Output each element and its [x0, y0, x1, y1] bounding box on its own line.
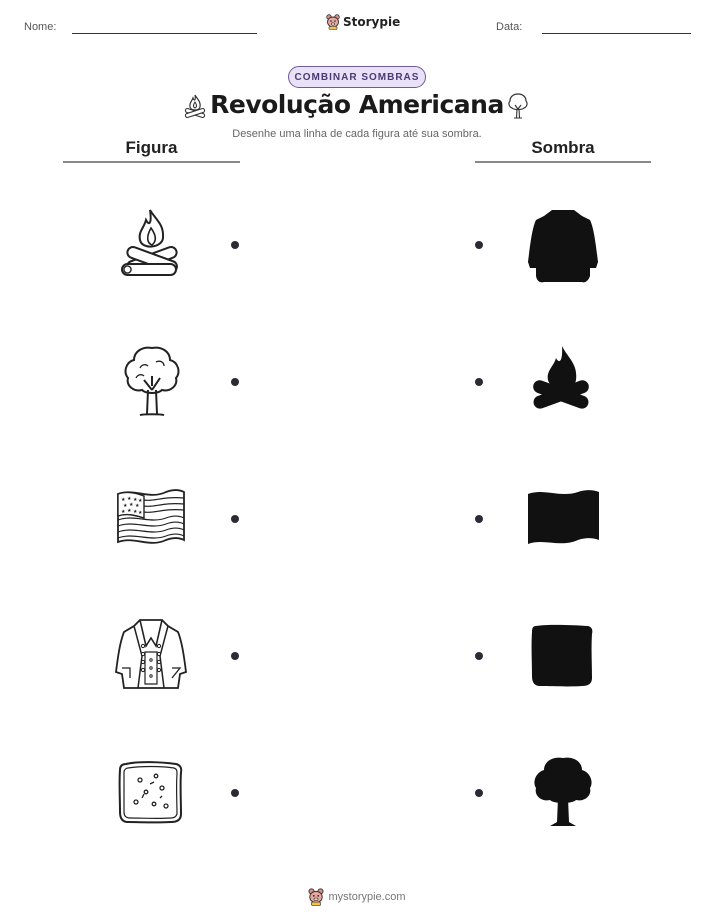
- column-divider-left: [63, 161, 240, 163]
- hardtack-cracker-icon: [116, 758, 186, 828]
- flag-shadow-icon: [524, 488, 602, 550]
- figure-connector-dot[interactable]: [231, 789, 239, 797]
- svg-text:★: ★: [138, 510, 143, 516]
- name-field-line[interactable]: [72, 33, 257, 34]
- tree-shadow-icon: [530, 754, 596, 830]
- figure-connector-dot[interactable]: [231, 241, 239, 249]
- name-label: Nome:: [24, 21, 57, 33]
- footer-url[interactable]: mystorypie.com: [328, 891, 406, 903]
- svg-text:★: ★: [138, 498, 143, 504]
- date-label: Data:: [496, 21, 523, 33]
- column-header-shadow: Sombra: [531, 138, 595, 157]
- figure-connector-dot[interactable]: [231, 652, 239, 660]
- svg-text:★: ★: [123, 503, 128, 509]
- campfire-shadow-icon: [530, 344, 594, 420]
- svg-text:★: ★: [129, 502, 134, 508]
- bear-mascot-icon: [326, 14, 340, 30]
- svg-text:★: ★: [133, 497, 138, 503]
- shadow-connector-dot[interactable]: [475, 378, 483, 386]
- column-divider-right: [475, 161, 651, 163]
- svg-text:★: ★: [127, 496, 132, 502]
- tree-small-icon: [505, 91, 531, 121]
- figure-connector-dot[interactable]: [231, 515, 239, 523]
- cracker-shadow-icon: [528, 622, 596, 690]
- column-header-figure: Figura: [125, 138, 178, 157]
- bear-mascot-icon: [308, 888, 324, 906]
- coat-shadow-icon: [524, 206, 602, 286]
- american-flag-icon: [114, 488, 188, 550]
- date-field-line[interactable]: [542, 33, 691, 34]
- shadow-connector-dot[interactable]: [475, 241, 483, 249]
- svg-text:★: ★: [121, 509, 126, 515]
- campfire-icon: [116, 204, 188, 284]
- svg-text:★: ★: [135, 503, 140, 509]
- tree-icon: [118, 342, 186, 420]
- svg-text:★: ★: [133, 509, 138, 515]
- instructions: Desenhe uma linha de cada figura até sua sombra.: [232, 128, 482, 140]
- shadow-connector-dot[interactable]: [475, 652, 483, 660]
- shadow-connector-dot[interactable]: [475, 515, 483, 523]
- footer: [0, 888, 714, 906]
- brand-name: Storypie: [343, 15, 401, 29]
- svg-text:★: ★: [127, 508, 132, 514]
- brand-logo: [326, 14, 400, 30]
- worksheet-title: Revolução Americana: [210, 90, 504, 119]
- activity-type-badge: COMBINAR SOMBRAS: [288, 66, 426, 88]
- shadow-connector-dot[interactable]: [475, 789, 483, 797]
- colonial-coat-icon: [112, 616, 190, 694]
- svg-text:★: ★: [121, 497, 126, 503]
- figure-connector-dot[interactable]: [231, 378, 239, 386]
